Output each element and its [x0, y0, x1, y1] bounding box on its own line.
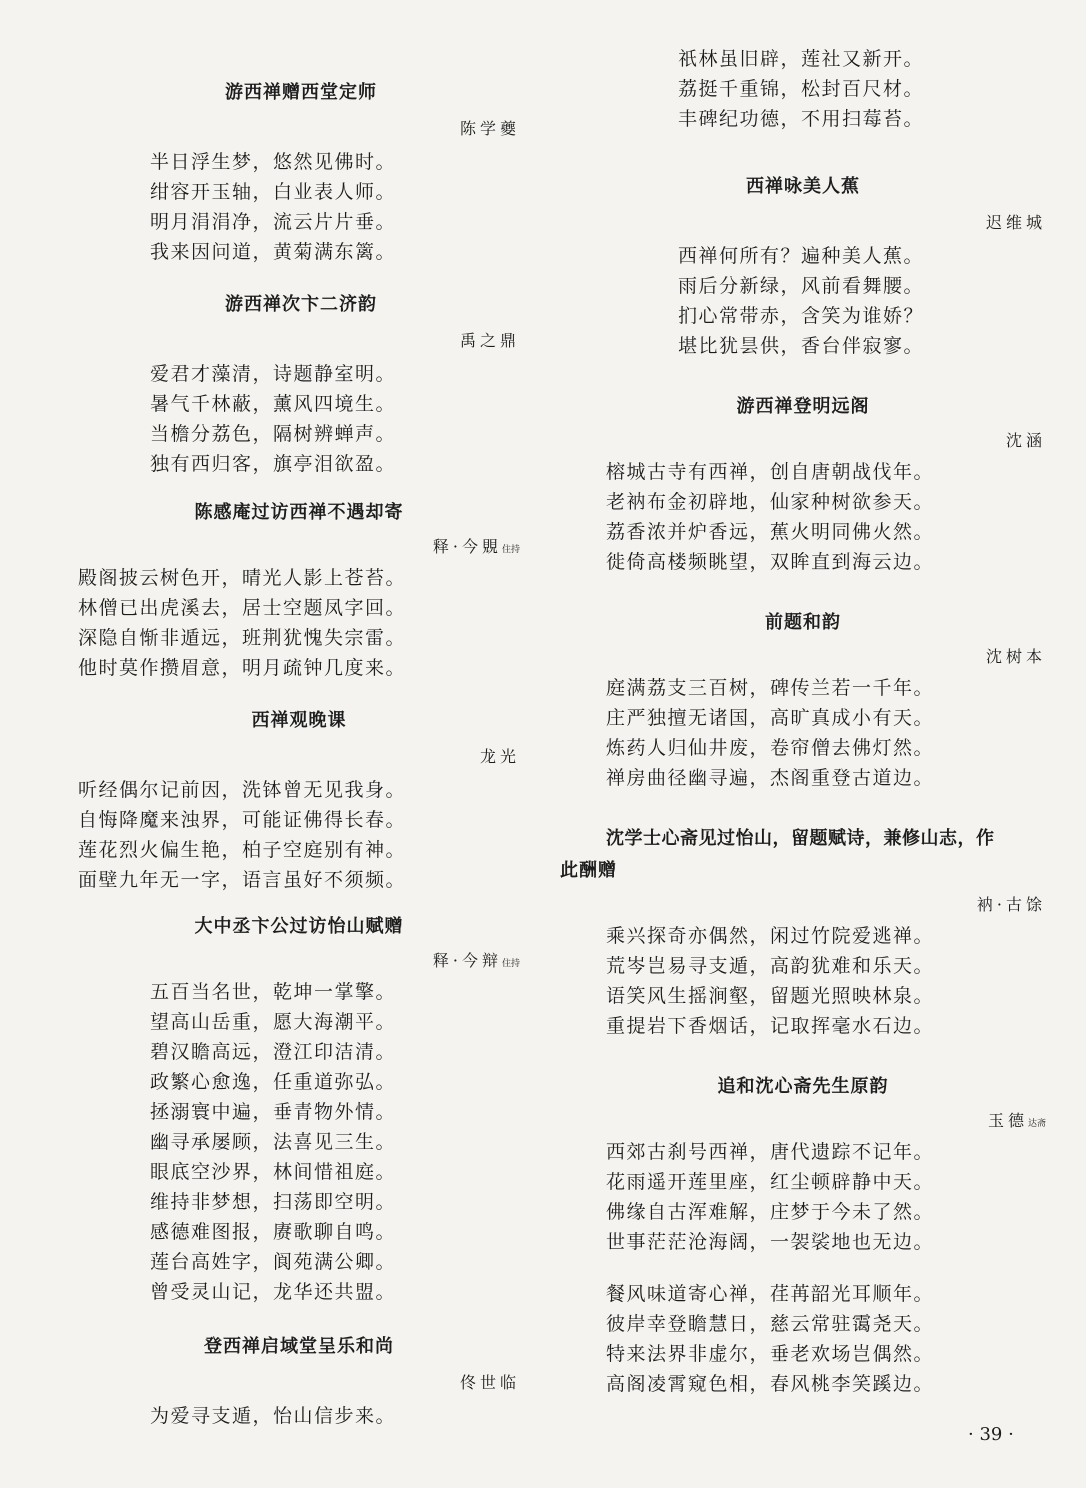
poem-title: 前题和韵 [765, 612, 841, 633]
poem-author: 陈学夔 [459, 119, 520, 138]
poem-title [560, 856, 1046, 882]
poem-title-line: 沈学士心斋见过怡山，留题赋诗，兼修山志，作 [606, 828, 995, 849]
poem-line: 雨后分新绿，风前看舞腰。 [678, 275, 925, 297]
poem-author: 禹之鼎 [459, 331, 520, 350]
poem-author-name: 释·今覞 [432, 537, 502, 556]
poem [78, 706, 520, 895]
poem-line: 感德难图报，赓歌聊自鸣。 [150, 1221, 397, 1243]
poem-line: 碧汉瞻高远，澄江印洁清。 [150, 1041, 397, 1063]
poem-author: 佟世临 [459, 1373, 520, 1392]
poem-line: 拯溺寰中遍，垂青物外情。 [150, 1101, 397, 1123]
poem-author-note: 达斋 [1027, 1119, 1046, 1129]
poem-line: 乘兴探奇亦偶然，闲过竹院爱逃禅。 [606, 925, 935, 947]
poem-line: 听经偶尔记前因，洗钵曾无见我身。 [78, 779, 407, 801]
poem-line: 西禅何所有？遍种美人蕉。 [678, 245, 925, 267]
poem-line: 徙倚高楼频眺望，双眸直到海云边。 [606, 551, 935, 573]
poem-title: 游西禅登明远阁 [736, 396, 870, 417]
poem-author-name: 释·今辩 [432, 951, 502, 970]
poem-line: 语笑风生摇涧壑，留题光照映林泉。 [606, 985, 935, 1007]
poem-line: 政繁心愈逸，任重道弥弘。 [150, 1071, 397, 1093]
poem-line: 特来法界非虚尔，垂老欢场岂偶然。 [606, 1343, 935, 1365]
poem-line: 他时莫作攒眉意，明月疏钟几度来。 [78, 657, 407, 679]
page-number: · 39 · [968, 1424, 1014, 1445]
poem-title: 陈感庵过访西禅不遇却寄 [194, 502, 404, 523]
poem-author [78, 948, 520, 971]
poem-line: 扪心常带赤，含笑为谁娇？ [678, 305, 925, 327]
poem-line: 榕城古寺有西禅，创自唐朝战伐年。 [606, 461, 935, 483]
poem-line: 面壁九年无一字，语言虽好不须频。 [78, 869, 407, 891]
poem-line: 当檐分荔色，隔树辨蝉声。 [150, 423, 397, 445]
poem-line: 莲花烈火偏生艳，柏子空庭别有神。 [78, 839, 407, 861]
poem [560, 172, 1046, 361]
poem-line: 餐风味道寄心禅，荏苒韶光耳顺年。 [606, 1283, 935, 1305]
poem [78, 498, 520, 683]
poem-author: 沈树本 [985, 647, 1046, 666]
poem-line: 佛缘自古浑难解，庄梦于今未了然。 [606, 1201, 935, 1223]
poem [560, 392, 1046, 577]
poem-continuation [678, 44, 924, 134]
poem-line: 深隐自惭非遁远，班荆犹愧失宗雷。 [78, 627, 407, 649]
poem-title [560, 824, 1046, 850]
poem-line: 明月涓涓净，流云片片垂。 [150, 211, 397, 233]
poem-line: 重提岩下香烟话，记取挥毫水石边。 [606, 1015, 935, 1037]
poem [560, 1072, 1046, 1399]
poem-title: 登西禅启域堂呈乐和尚 [204, 1336, 394, 1357]
poem-line: 林僧已出虎溪去，居士空题凤字回。 [78, 597, 407, 619]
poem [560, 608, 1046, 793]
poem-author: 迟维城 [985, 213, 1046, 232]
poem-title: 大中丞卞公过访怡山赋赠 [194, 916, 404, 937]
poem-line: 暑气千林蔽，薰风四境生。 [150, 393, 397, 415]
poem-line: 高阁凌霄窥色相，春风桃李笑蹊边。 [606, 1373, 935, 1395]
poem-line: 庭满荔支三百树，碑传兰若一千年。 [606, 677, 935, 699]
poem-title: 游西禅次卞二济韵 [225, 294, 377, 315]
poem [78, 912, 520, 1307]
poem-line: 堪比犹昙供，香台伴寂寥。 [678, 335, 925, 357]
poem-line: 幽寻承屡顾，法喜见三生。 [150, 1131, 397, 1153]
poem-line: 五百当名世，乾坤一掌擎。 [150, 981, 397, 1003]
poem-line: 独有西归客，旗亭泪欲盈。 [150, 453, 397, 475]
poem [78, 78, 520, 267]
poem [78, 1332, 520, 1431]
poem-author-note: 住持 [501, 959, 520, 969]
poem-title-line: 此酬赠 [560, 860, 617, 881]
poem-author-note: 住持 [501, 545, 520, 555]
poem-author-name: 玉德 [987, 1111, 1028, 1130]
poem-line: 禅房曲径幽寻遍，杰阁重登古道边。 [606, 767, 935, 789]
poem-line: 维持非梦想，扫荡即空明。 [150, 1191, 397, 1213]
poem-line: 绀容开玉轴，白业表人师。 [150, 181, 397, 203]
poem-author [560, 1108, 1046, 1131]
poem-line: 眼底空沙界，林间惜祖庭。 [150, 1161, 397, 1183]
poem-line: 老衲布金初辟地，仙家种树欲参天。 [606, 491, 935, 513]
poem-line: 爱君才藻清，诗题静室明。 [150, 363, 397, 385]
poem-line: 花雨遥开莲里座，红尘顿辟静中天。 [606, 1171, 935, 1193]
poem-line: 半日浮生梦，悠然见佛时。 [150, 151, 397, 173]
poem-title: 追和沈心斋先生原韵 [717, 1076, 889, 1097]
poem-line: 为爱寻支遁，怡山信步来。 [150, 1405, 397, 1427]
poem-line: 炼药人归仙井废，卷帘僧去佛灯然。 [606, 737, 935, 759]
poem-author [78, 534, 520, 557]
poem [78, 290, 520, 479]
poem-line: 庄严独擅无诸国，高旷真成小有天。 [606, 707, 935, 729]
poem-line: 西郊古刹号西禅，唐代遗踪不记年。 [606, 1141, 935, 1163]
poem-line: 世事茫茫沧海阔，一袈裟地也无边。 [606, 1231, 935, 1253]
poem-author: 衲·古馀 [976, 895, 1046, 914]
poem-line: 荔挺千重锦，松封百尺材。 [678, 78, 925, 100]
poem-title: 游西禅赠西堂定师 [225, 82, 377, 103]
poem [560, 824, 1046, 1041]
poem-line: 彼岸幸登瞻慧日，慈云常驻霭尧天。 [606, 1313, 935, 1335]
poem-title: 西禅咏美人蕉 [746, 176, 860, 197]
poem-line: 荒岑岂易寻支遁，高韵犹难和乐天。 [606, 955, 935, 977]
poem-line: 莲台高姓字，阆苑满公卿。 [150, 1251, 397, 1273]
poem-line: 自悔降魔来浊界，可能证佛得长春。 [78, 809, 407, 831]
poem-line: 望高山岳重，愿大海潮平。 [150, 1011, 397, 1033]
poem-author: 沈涵 [1005, 431, 1046, 450]
poem-line: 祇林虽旧辟，莲社又新开。 [678, 48, 925, 70]
poem-line: 荔香浓并炉香远，蕉火明同佛火然。 [606, 521, 935, 543]
poem-line: 我来因问道，黄菊满东篱。 [150, 241, 397, 263]
poem-line: 曾受灵山记，龙华还共盟。 [150, 1281, 397, 1303]
poem-line: 殿阁披云树色开，晴光人影上苍苔。 [78, 567, 407, 589]
poem-author: 龙光 [479, 747, 520, 766]
poem-title: 西禅观晚课 [251, 710, 347, 731]
poem-line: 丰碑纪功德，不用扫莓苔。 [678, 108, 925, 130]
